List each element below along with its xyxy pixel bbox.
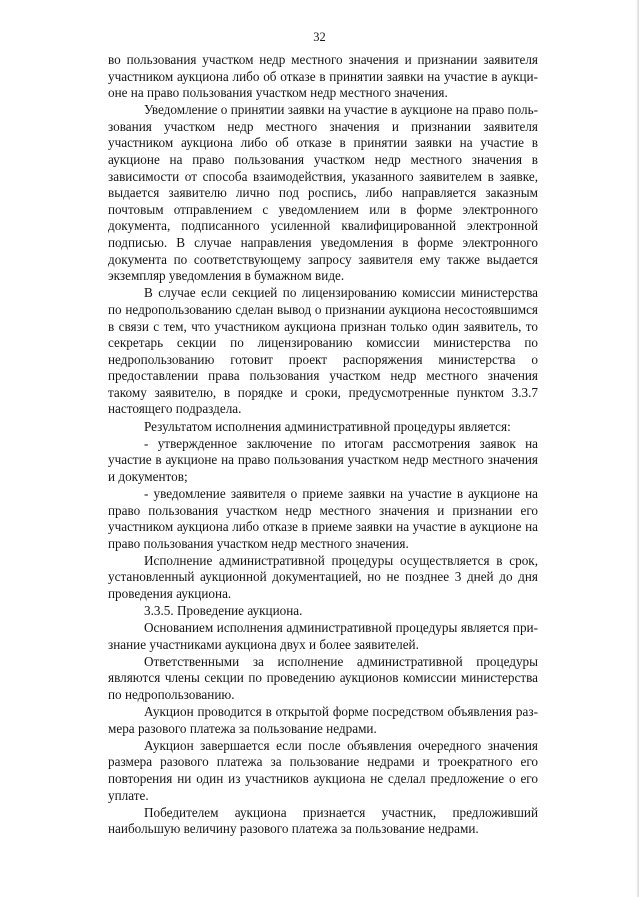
paragraph-responsible: Ответственными за исполнение административной процедуры являются члены секции по проведению аукционов комиссии министерства по недропользованию. (108, 653, 538, 703)
paragraph-result-item-2: - уведомление заявителя о приеме заявки на участие в аукционе на право пользования участком недр местного значения и признании его участником аукциона либо отказе в приеме заявки на участие в аукционе на право пользования участком недр местного значения. (108, 485, 538, 551)
paragraph-continuation: во пользования участком недр местного значения и признании заявителя участником аукциона либо об отказе в принятии заявки на участие в аукционе на право пользования участком недр местного значения. (108, 52, 538, 101)
page-number: 32 (313, 30, 326, 44)
paragraph-result-intro: Результатом исполнения административной процедуры является: (144, 418, 511, 434)
paragraph-winner: Победителем аукциона признается участник, предложивший наибольшую величину разового платежа за пользование недрами. (108, 804, 538, 837)
section-heading-3-3-5: 3.3.5. Проведение аукциона. (144, 603, 303, 619)
paragraph-auction-end: Аукцион завершается если после объявления очередного значения размера разового платежа за пользование недрами и троекратного его повторения ни один из участников аукциона не сделал предложение о его уплате. (108, 737, 538, 803)
paragraph-auction-form: Аукцион проводится в открытой форме посредством объявления размера разового платежа за пользование недрами. (108, 704, 538, 736)
paragraph-deadline: Исполнение административной процедуры осуществляется в срок, установленный аукционной документацией, но не позднее 3 дней до дня проведения аукциона. (108, 552, 538, 601)
paragraph-notification: Уведомление о принятии заявки на участие в аукционе на право пользования участком недр местного значения и признании заявителя участником аукциона либо об отказе в принятии заявки на участие в аукционе на право пользования участком недр местного значения в зависимости от способа взаимодействия, указанного заявителем в заявке, выдается заявителю лично под роспись, либо направляется заказным почтовым отправлением с уведомлением или в форме электронного документа, подписанного усиленной квалифицированной электронной подписью. В случае направления уведомления в форме электронного документа по соответствующему запросу заявителя ему также выдается экземпляр уведомления в бумажном виде. (108, 102, 538, 284)
document-body (108, 52, 538, 838)
paragraph-single-applicant: В случае если секцией по лицензированию комиссии министерства по недропользованию сделан вывод о признании аукциона несостоявшимся в связи с тем, что участником аукциона признан только один заявитель, то секретарь секции по лицензированию комиссии министерства по недропользованию готовит проект распоряжения министерства о предоставлении права пользования участком недр местного значения такому заявителю, в порядке и сроки, предусмотренные пунктом 3.3.7 настоящего подраздела. (108, 285, 538, 417)
paragraph-basis: Основанием исполнения административной процедуры является признание участниками аукциона двух и более заявителей. (108, 620, 538, 652)
paragraph-result-item-1: - утвержденное заключение по итогам рассмотрения заявок на участие в аукционе на право пользования участком недр местного значения и документов; (108, 435, 538, 484)
